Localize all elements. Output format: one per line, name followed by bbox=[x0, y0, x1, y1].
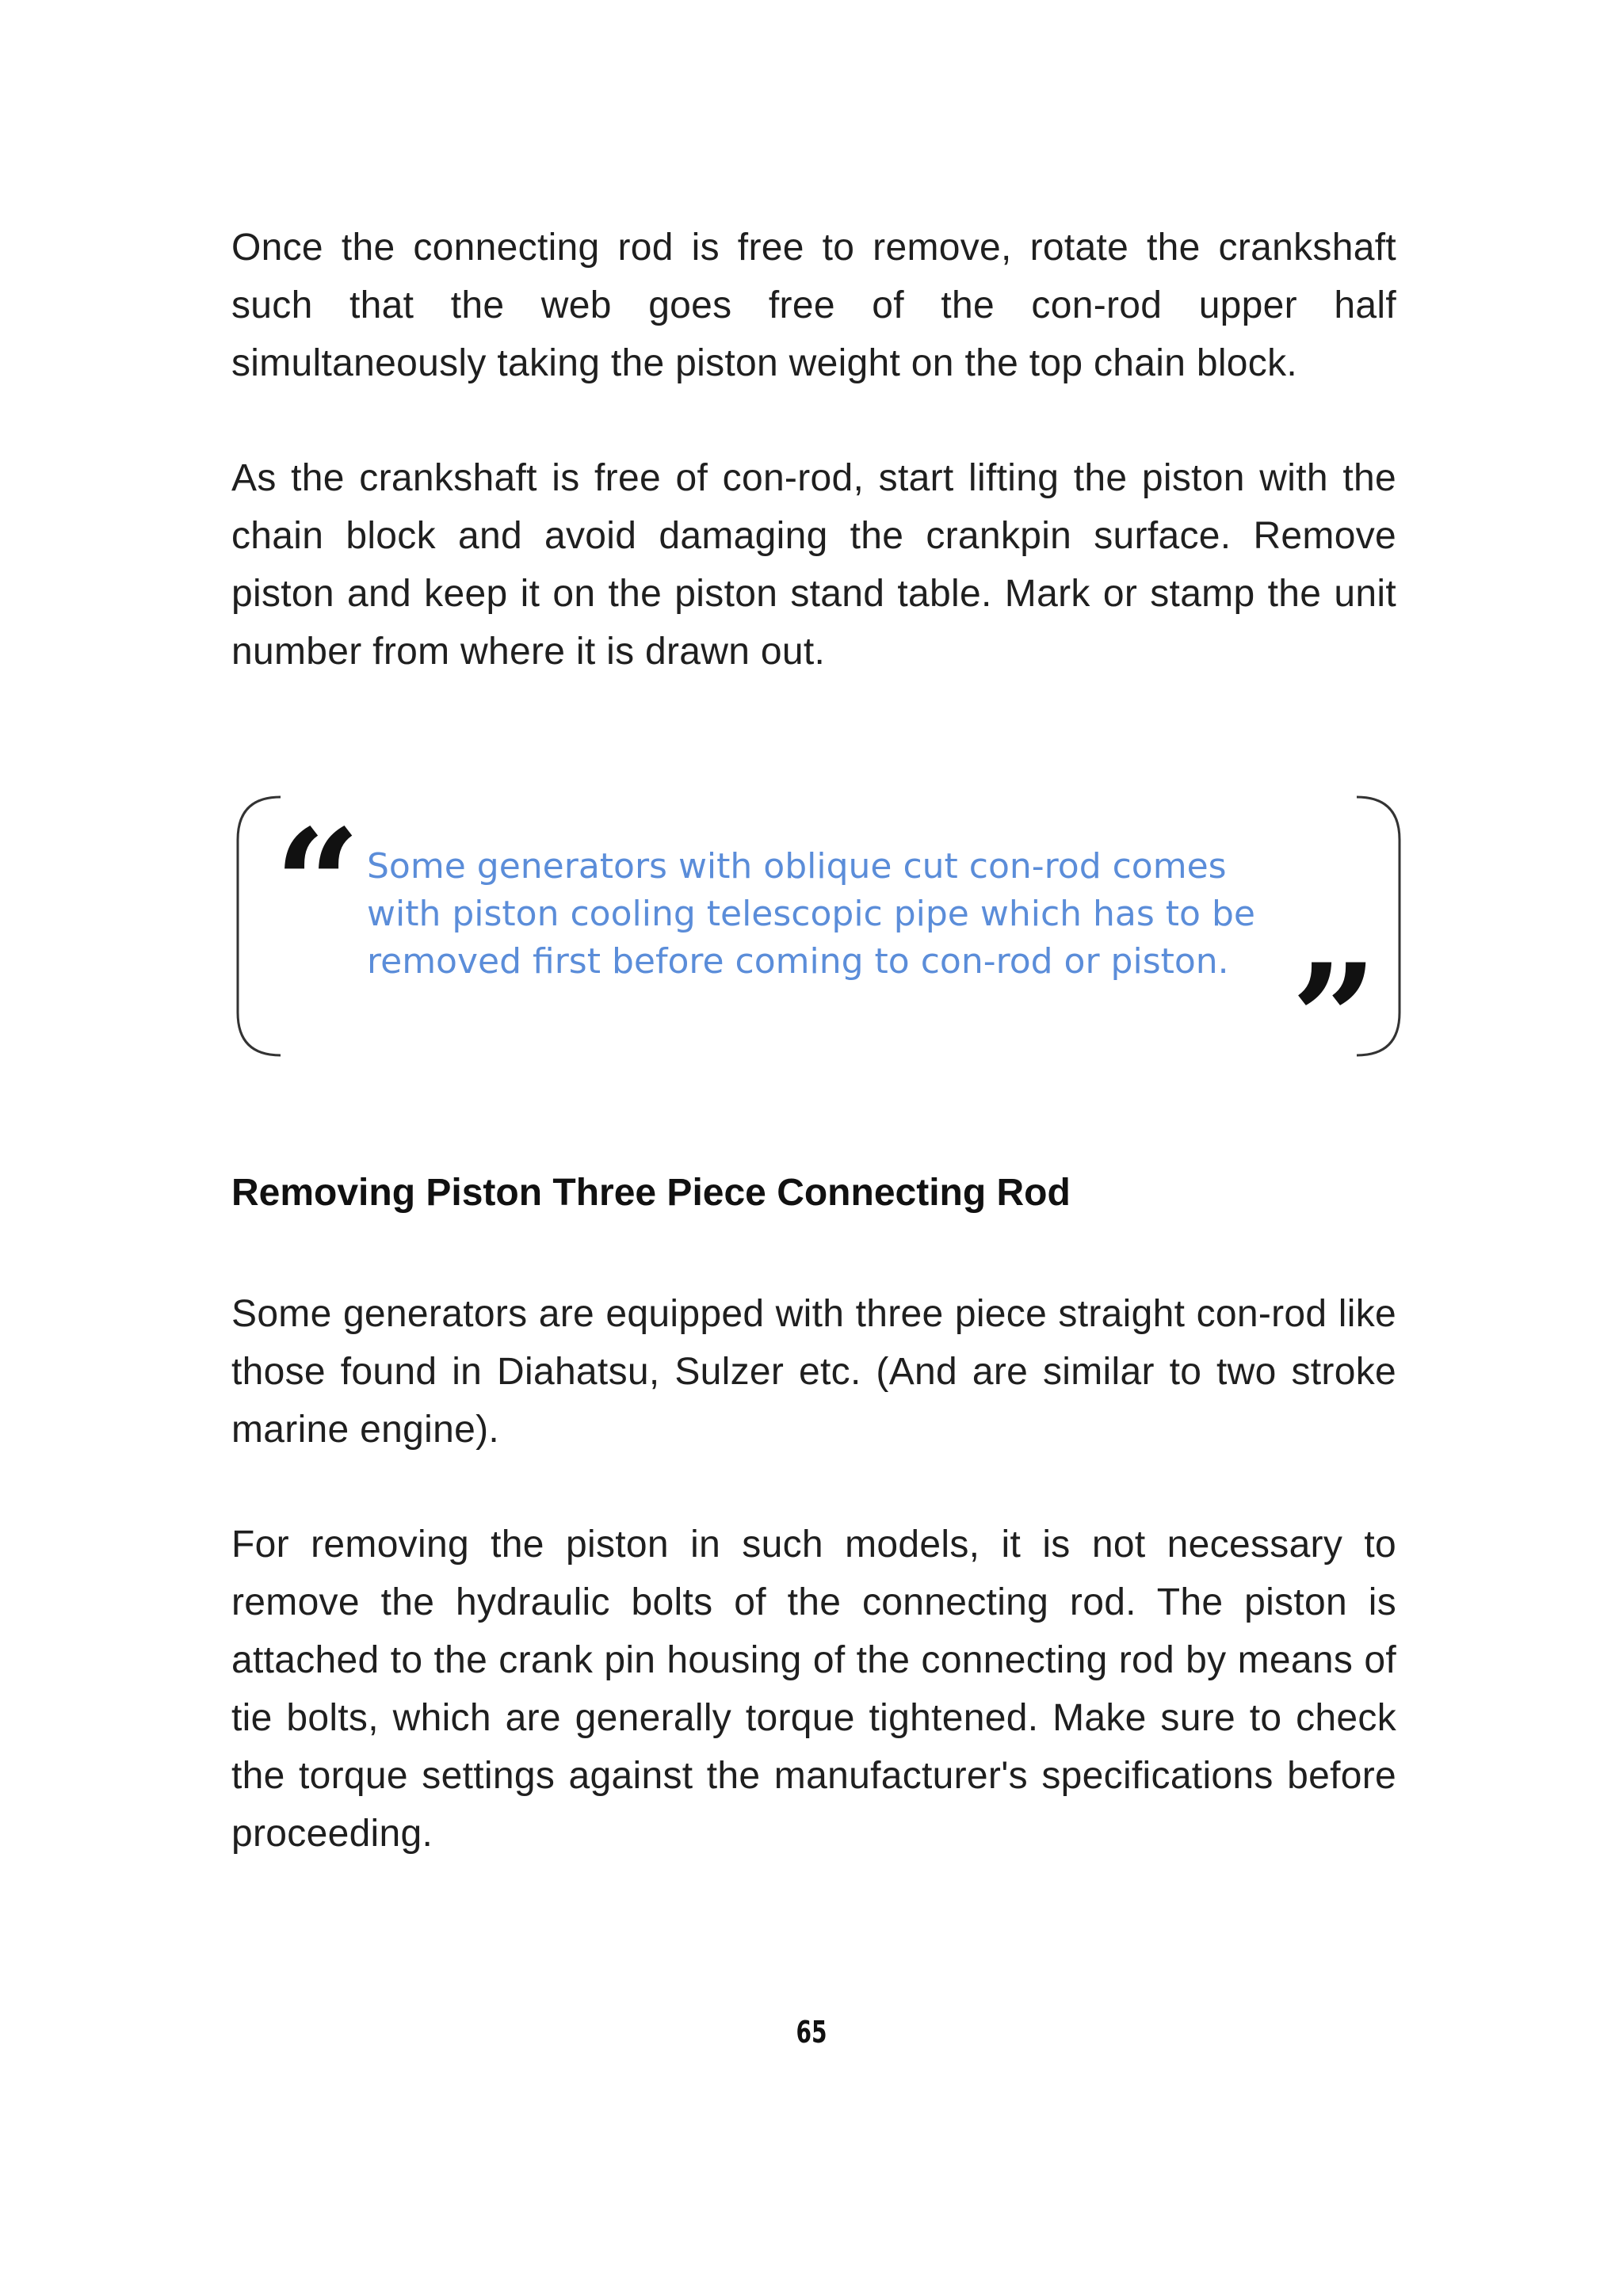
paragraph-crankshaft-rotation: Once the connecting rod is free to remove, rotate the crankshaft such that the web goes free of the con-rod upper half simultaneously taking the piston weight on the top chain block. bbox=[231, 227, 1396, 384]
page-number: 65 bbox=[796, 2015, 827, 2050]
paragraph-lifting-piston: As the crankshaft is free of con-rod, start lifting the piston with the chain block and avoid damaging the crankpin surface. Remove piston and keep it on the piston stand table. Mark or stamp the unit number from where it is drawn out. bbox=[231, 457, 1396, 673]
callout-quote-box bbox=[235, 794, 1403, 1108]
paragraph-removal-procedure: For removing the piston in such models, it is not necessary to remove the hydraulic bolts of the connecting rod. The piston is attached to the crank pin housing of the connecting rod by means of tie bolts, which are generally torque tightened. Make sure to check the torque settings against the manufacturer's specifications before proceeding. bbox=[231, 1524, 1396, 1855]
section-heading: Removing Piston Three Piece Connecting Rod bbox=[231, 1172, 1071, 1214]
close-quote-icon: ” bbox=[1291, 931, 1378, 1108]
open-quote-icon: “ bbox=[274, 796, 361, 973]
paragraph-three-piece-conrod: Some generators are equipped with three piece straight con-rod like those found in Diahatsu, Sulzer etc. (And are similar to two stroke marine engine). bbox=[231, 1293, 1396, 1451]
callout-text: Some generators with oblique cut con-rod comes with piston cooling telescopic pipe which has to be removed first before coming to con-rod or piston. bbox=[367, 846, 1255, 982]
